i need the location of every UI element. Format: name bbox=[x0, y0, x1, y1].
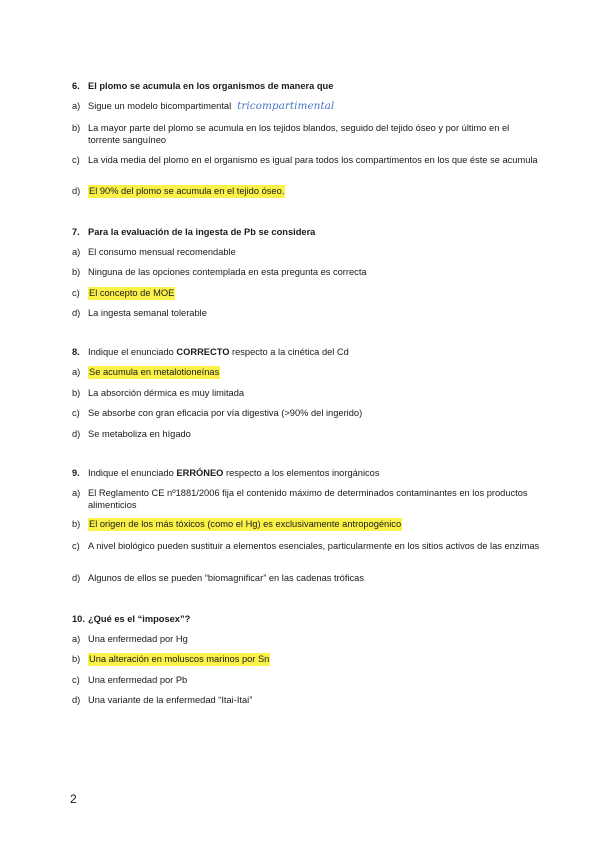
handwritten-note: tricompartimental bbox=[237, 100, 335, 112]
option-8d bbox=[72, 429, 542, 441]
question-7-title bbox=[72, 227, 542, 239]
option-7a bbox=[72, 247, 542, 259]
option-10c bbox=[72, 675, 542, 687]
option-letter: b) bbox=[72, 654, 81, 664]
question-text: Para la evaluación de la ingesta de Pb se considera bbox=[88, 227, 316, 237]
option-letter: c) bbox=[72, 541, 80, 551]
option-text: Una enfermedad por Pb bbox=[88, 675, 188, 685]
question-number: 10. bbox=[72, 614, 85, 624]
option-7d bbox=[72, 308, 542, 320]
highlighted-answer: El concepto de MOE bbox=[89, 288, 175, 298]
option-6d bbox=[72, 186, 542, 198]
option-text: La vida media del plomo en el organismo es igual para todos los compartimentos en los que éste se acumula bbox=[88, 155, 538, 165]
question-10 bbox=[72, 614, 542, 709]
question-text-post: respecto a los elementos inorgánicos bbox=[223, 468, 380, 478]
option-6a bbox=[72, 101, 542, 113]
option-letter: b) bbox=[72, 519, 81, 529]
option-8c bbox=[72, 408, 542, 420]
option-text: La absorción dérmica es muy limitada bbox=[88, 388, 245, 398]
option-9a bbox=[72, 488, 542, 511]
question-9-title bbox=[72, 468, 542, 480]
highlighted-answer: Se acumula en metalotioneínas bbox=[89, 367, 220, 377]
option-letter: b) bbox=[72, 123, 81, 133]
option-text: Ninguna de las opciones contemplada en esta pregunta es correcta bbox=[88, 267, 367, 277]
option-10d bbox=[72, 695, 542, 707]
option-text: Una enfermedad por Hg bbox=[88, 634, 188, 644]
option-text: Algunos de ellos se pueden “biomagnificar” en las cadenas tróficas bbox=[88, 573, 364, 583]
question-number: 9. bbox=[72, 468, 80, 478]
option-letter: c) bbox=[72, 675, 80, 685]
option-letter: a) bbox=[72, 101, 81, 111]
option-8b bbox=[72, 388, 542, 400]
option-letter: a) bbox=[72, 247, 81, 257]
option-text: Se absorbe con gran eficacia por vía digestiva (>90% del ingerido) bbox=[88, 408, 363, 418]
highlighted-answer: El 90% del plomo se acumula en el tejido óseo. bbox=[89, 186, 285, 196]
question-7 bbox=[72, 227, 542, 322]
question-8 bbox=[72, 347, 542, 442]
question-text-emphasis: CORRECTO bbox=[176, 347, 230, 357]
question-text-post: respecto a la cinética del Cd bbox=[229, 347, 349, 357]
option-letter: d) bbox=[72, 308, 81, 318]
question-number: 7. bbox=[72, 227, 80, 237]
highlighted-answer: Una alteración en moluscos marinos por Sn bbox=[89, 654, 270, 664]
page-number: 2 bbox=[70, 792, 77, 806]
highlighted-answer: El origen de los más tóxicos (como el Hg) es exclusivamente antropogénico bbox=[89, 519, 402, 529]
option-text: La mayor parte del plomo se acumula en los tejidos blandos, seguido del tejido óseo y por último en el torrente sanguíneo bbox=[88, 123, 510, 145]
option-text: Se metaboliza en hígado bbox=[88, 429, 191, 439]
question-10-title bbox=[72, 614, 542, 626]
option-letter: d) bbox=[72, 695, 81, 705]
option-text: Sigue un modelo bicompartimental bbox=[88, 101, 232, 111]
option-letter: b) bbox=[72, 267, 81, 277]
question-6 bbox=[72, 81, 542, 201]
option-letter: d) bbox=[72, 573, 81, 583]
option-letter: a) bbox=[72, 367, 81, 377]
option-9c bbox=[72, 541, 542, 553]
option-7b bbox=[72, 267, 542, 279]
question-6-title bbox=[72, 81, 542, 93]
option-7c bbox=[72, 288, 542, 300]
option-10a bbox=[72, 634, 542, 646]
option-text: El Reglamento CE nº1881/2006 fija el contenido máximo de determinados contaminantes en los productos alimenticios bbox=[88, 488, 528, 510]
option-text: La ingesta semanal tolerable bbox=[88, 308, 207, 318]
question-text-pre: Indique el enunciado bbox=[88, 347, 177, 357]
option-6c bbox=[72, 155, 542, 167]
option-letter: b) bbox=[72, 388, 81, 398]
question-9 bbox=[72, 468, 542, 588]
option-6b bbox=[72, 123, 542, 146]
question-text: ¿Qué es el “imposex”? bbox=[88, 614, 191, 624]
option-letter: c) bbox=[72, 155, 80, 165]
question-number: 6. bbox=[72, 81, 80, 91]
option-text: El consumo mensual recomendable bbox=[88, 247, 236, 257]
option-letter: c) bbox=[72, 408, 80, 418]
option-8a bbox=[72, 367, 542, 379]
question-text: El plomo se acumula en los organismos de manera que bbox=[88, 81, 334, 91]
question-number: 8. bbox=[72, 347, 80, 357]
option-letter: d) bbox=[72, 186, 81, 196]
question-text-emphasis: ERRÓNEO bbox=[176, 468, 224, 478]
option-letter: d) bbox=[72, 429, 81, 439]
question-text-pre: Indique el enunciado bbox=[88, 468, 177, 478]
option-text: A nivel biológico pueden sustituir a elementos esenciales, particularmente en los sitios activos de las enzimas bbox=[88, 541, 540, 551]
option-letter: a) bbox=[72, 634, 81, 644]
option-10b bbox=[72, 654, 542, 666]
option-9d bbox=[72, 573, 542, 585]
question-8-title bbox=[72, 347, 542, 359]
option-letter: a) bbox=[72, 488, 81, 498]
option-9b bbox=[72, 519, 542, 531]
option-text: Una variante de la enfermedad “Itai-Itai” bbox=[88, 695, 253, 705]
option-letter: c) bbox=[72, 288, 80, 298]
